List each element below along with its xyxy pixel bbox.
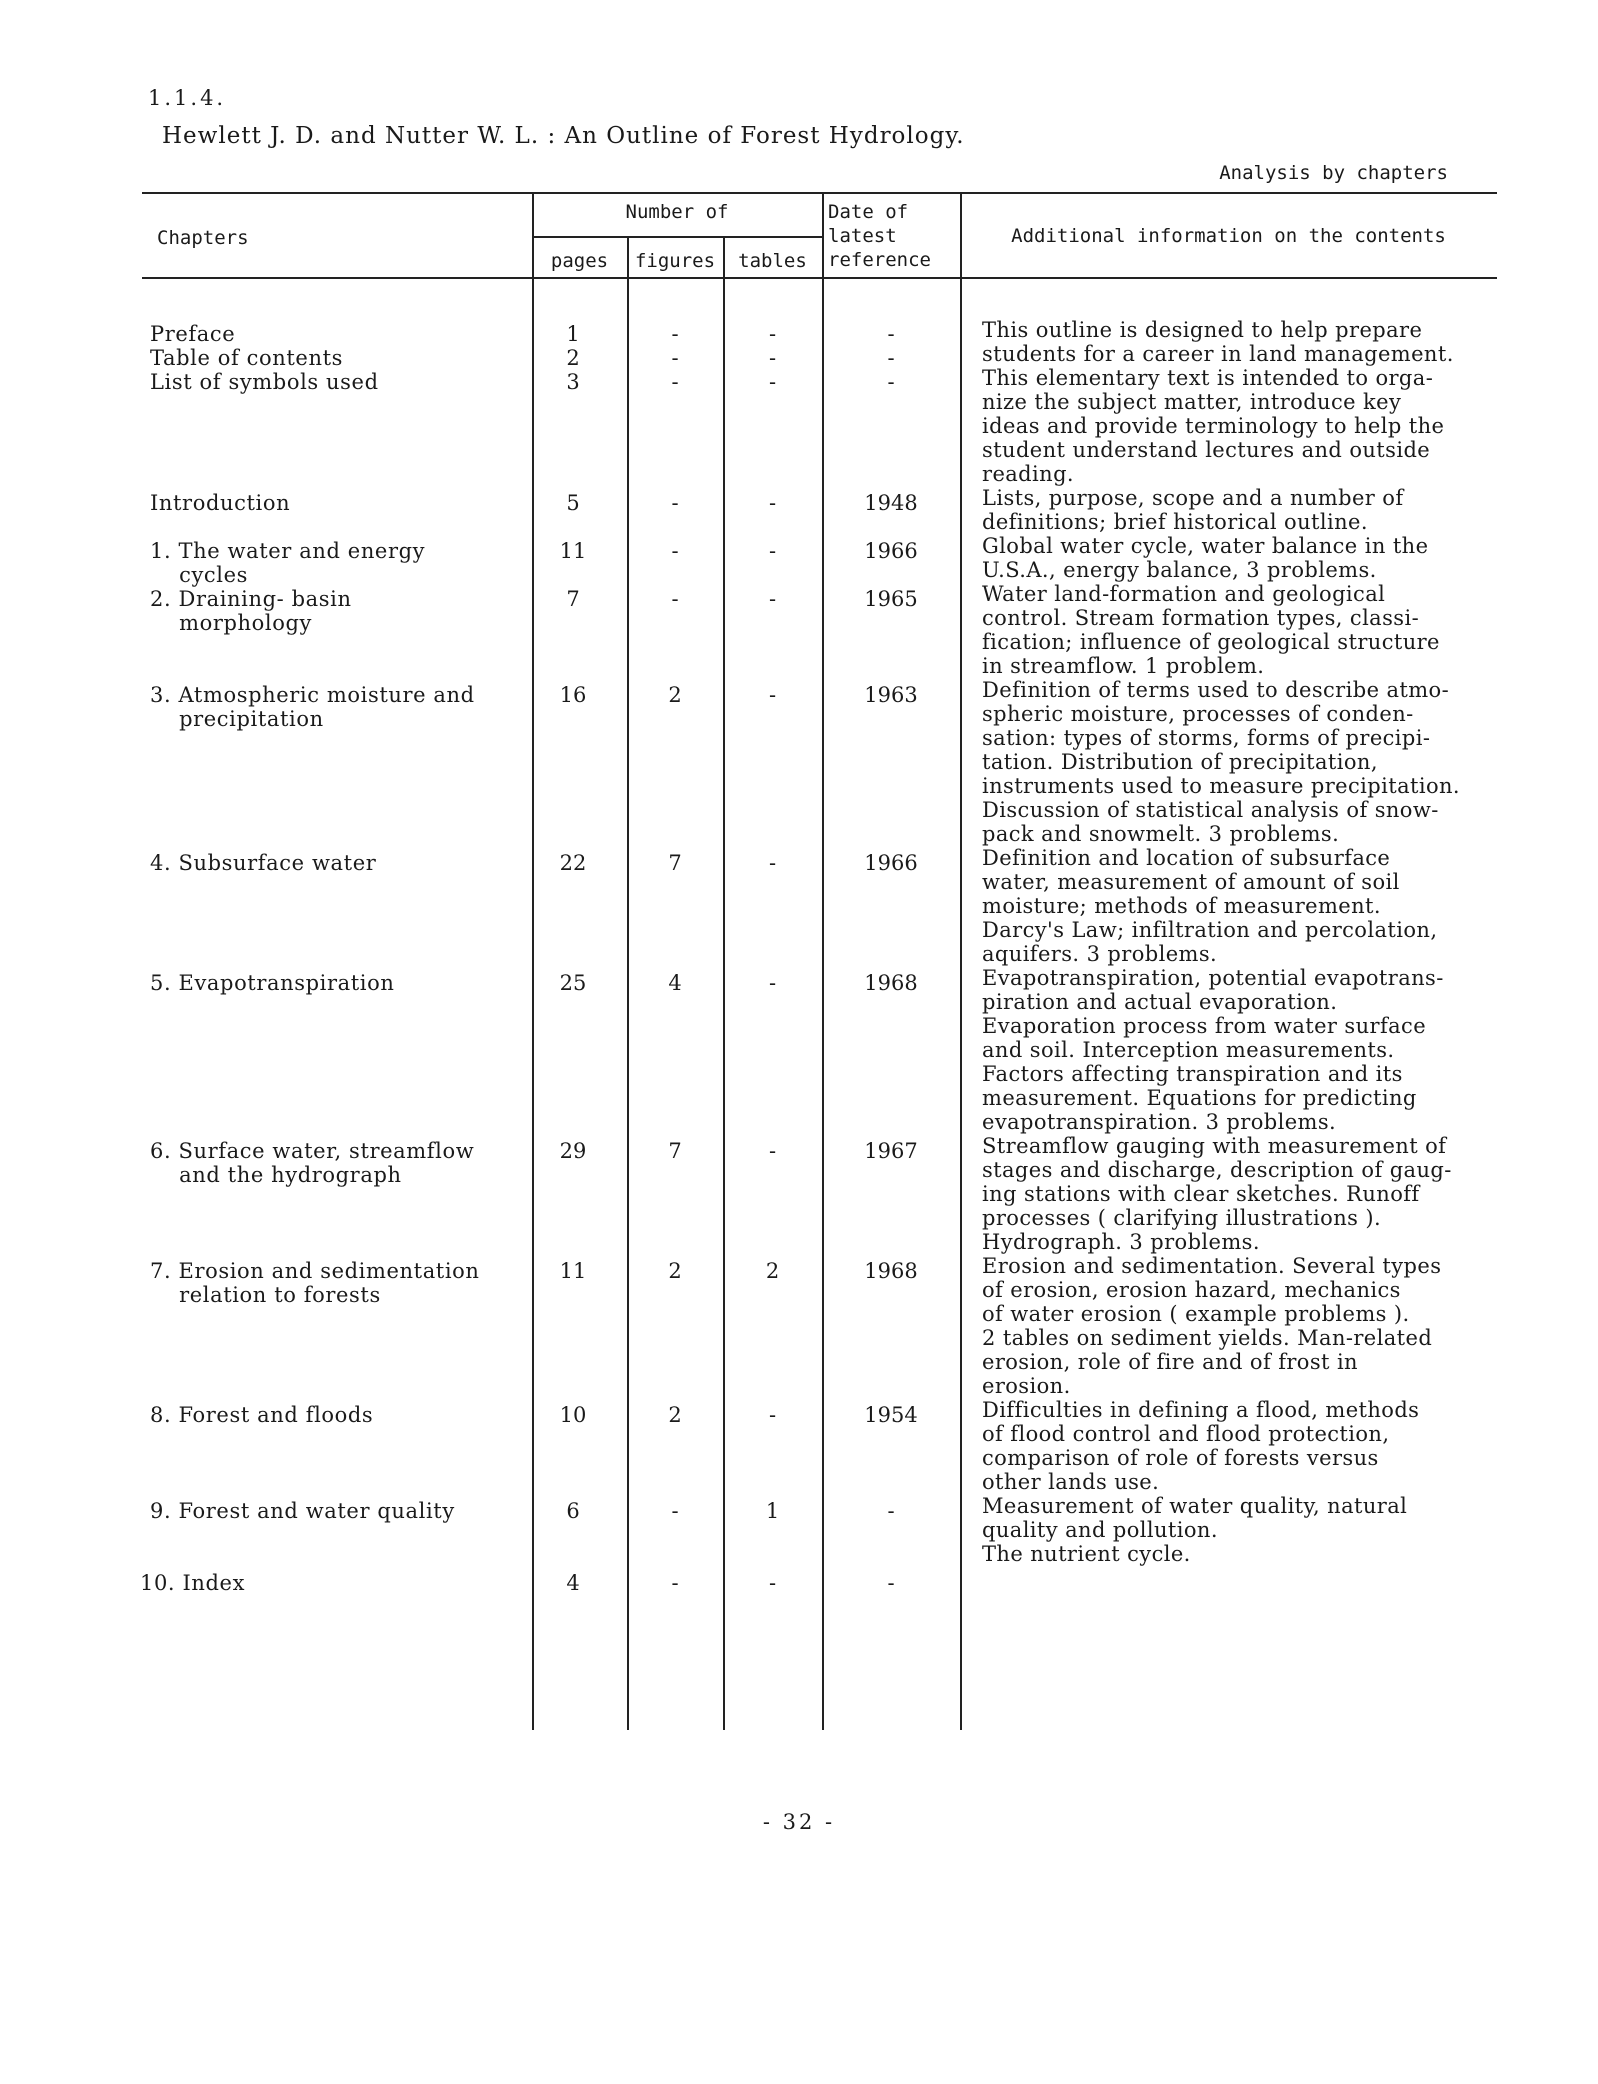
- header-subrule: [532, 236, 822, 238]
- info-block-chapter-1: Global water cycle, water balance in the U.S.A., energy balance, 3 problems.: [982, 534, 1429, 582]
- figures-value: 2: [668, 1259, 682, 1283]
- figures-value: 7: [668, 1139, 682, 1163]
- document-citation: Hewlett J. D. and Nutter W. L. : An Outline of Forest Hydrology.: [162, 123, 965, 149]
- header-number-of: Number of: [625, 201, 729, 223]
- pages-value: 11: [559, 1259, 587, 1283]
- chapter-label: 7. Erosion and sedimentation relation to forests: [150, 1259, 480, 1307]
- tables-value: -: [768, 683, 777, 707]
- tables-value: -: [768, 346, 777, 370]
- header-additional-info: Additional information on the contents: [1011, 225, 1446, 247]
- tables-value: -: [768, 1139, 777, 1163]
- info-block-chapter-9: Measurement of water quality, natural quality and pollution. The nutrient cycle.: [982, 1494, 1408, 1566]
- tables-value: 2: [765, 1259, 780, 1283]
- date-value: 1968: [864, 1259, 918, 1283]
- analysis-label: Analysis by chapters: [1219, 162, 1448, 184]
- figures-value: -: [671, 539, 679, 563]
- info-block-chapter-5: Evapotranspiration, potential evapotrans- piration and actual evaporation. Evaporation process from water surface and soil. Interception measurements. Factors affecting transpiration and its measurement. Equations for predicting evapotranspiration. 3 problems.: [982, 966, 1444, 1134]
- pages-value: 5: [566, 491, 580, 515]
- chapter-label: Introduction: [150, 491, 291, 515]
- info-block-preface: This outline is designed to help prepare students for a career in land management. This elementary text is intended to orga- nize the subject matter, introduce key ideas and provide terminology to help the student understand lectures and outside reading.: [982, 318, 1454, 486]
- date-value: 1966: [864, 539, 918, 563]
- tables-value: -: [768, 1571, 777, 1595]
- pages-value: 3: [566, 370, 580, 394]
- tables-value: -: [768, 971, 777, 995]
- pages-value: 7: [566, 587, 580, 611]
- date-value: 1967: [864, 1139, 918, 1163]
- pages-value: 10: [559, 1403, 587, 1427]
- date-value: -: [887, 370, 895, 394]
- info-block-chapter-3: Definition of terms used to describe atmo- spheric moisture, processes of conden- sation: types of storms, forms of precipi- tation. Distribution of precipitation, instruments used to measure precipitation. Discussion of statistical analysis of snow- pack and snowmelt. 3 problems.: [982, 678, 1460, 846]
- chapter-label: 9. Forest and water quality: [150, 1499, 455, 1523]
- chapter-label: 8. Forest and floods: [150, 1403, 374, 1427]
- date-value: -: [887, 1571, 895, 1595]
- chapter-label: 1. The water and energy cycles: [150, 539, 426, 587]
- table-top-rule: [142, 192, 1497, 194]
- tables-value: -: [768, 539, 777, 563]
- info-block-chapter-2: Water land-formation and geological control. Stream formation types, classi- fication; influence of geological structure in streamflow. 1 problem.: [982, 582, 1440, 678]
- chapter-label: 5. Evapotranspiration: [150, 971, 395, 995]
- info-block-chapter-4: Definition and location of subsurface water, measurement of amount of soil moisture; methods of measurement. Darcy's Law; infiltration and percolation, aquifers. 3 problems.: [982, 846, 1438, 966]
- chapter-label: 2. Draining- basin morphology: [150, 587, 352, 635]
- tables-value: -: [768, 370, 777, 394]
- date-value: 1968: [864, 971, 918, 995]
- date-value: 1965: [864, 587, 918, 611]
- info-block-chapter-6: Streamflow gauging with measurement of stages and discharge, description of gaug- ing stations with clear sketches. Runoff processes ( clarifying illustrations ). Hydrograph. 3 problems.: [982, 1134, 1452, 1254]
- figures-value: -: [671, 370, 679, 394]
- header-date-line2: latest: [828, 225, 897, 247]
- chapter-label: Preface: [150, 322, 236, 346]
- info-block-introduction: Lists, purpose, scope and a number of definitions; brief historical outline.: [982, 486, 1404, 534]
- pages-value: 2: [566, 346, 580, 370]
- info-block-chapter-8: Difficulties in defining a flood, methods of flood control and flood protection, comparison of role of forests versus other lands use.: [982, 1398, 1420, 1494]
- pages-value: 22: [559, 851, 587, 875]
- figures-value: 2: [668, 683, 682, 707]
- tables-value: -: [768, 322, 777, 346]
- header-chapters: Chapters: [157, 227, 249, 249]
- info-block-chapter-7: Erosion and sedimentation. Several types of erosion, erosion hazard, mechanics of water erosion ( example problems ). 2 tables on sediment yields. Man-related erosion, role of fire and of frost in erosion.: [982, 1254, 1442, 1398]
- figures-value: 4: [668, 971, 682, 995]
- pages-value: 6: [566, 1499, 580, 1523]
- pages-value: 16: [559, 683, 587, 707]
- chapter-label: Table of contents: [150, 346, 343, 370]
- chapter-label: 10. Index: [140, 1571, 246, 1595]
- header-tables: tables: [738, 250, 807, 272]
- tables-value: -: [768, 587, 777, 611]
- header-pages: pages: [550, 250, 609, 272]
- date-value: -: [887, 1499, 895, 1523]
- tables-value: 1: [765, 1499, 780, 1523]
- tables-value: -: [768, 851, 777, 875]
- date-value: 1948: [864, 491, 918, 515]
- tables-value: -: [768, 491, 777, 515]
- pages-value: 29: [559, 1139, 587, 1163]
- figures-value: -: [671, 322, 679, 346]
- page-number: - 32 -: [762, 1810, 836, 1834]
- date-value: 1963: [864, 683, 918, 707]
- chapter-label: 4. Subsurface water: [150, 851, 377, 875]
- table-header-bottom-rule: [142, 277, 1497, 279]
- figures-value: 7: [668, 851, 682, 875]
- figures-value: 2: [668, 1403, 682, 1427]
- chapter-label: List of symbols used: [150, 370, 379, 394]
- chapter-label: 6. Surface water, streamflow and the hydrograph: [150, 1139, 475, 1187]
- figures-value: -: [671, 1571, 679, 1595]
- date-value: -: [887, 322, 895, 346]
- figures-value: -: [671, 1499, 679, 1523]
- figures-value: -: [671, 587, 679, 611]
- date-value: -: [887, 346, 895, 370]
- header-date-line3: reference: [828, 249, 931, 271]
- date-value: 1954: [864, 1403, 918, 1427]
- date-value: 1966: [864, 851, 918, 875]
- figures-value: -: [671, 346, 679, 370]
- section-number: 1.1.4.: [148, 86, 227, 110]
- column-divider-info: [960, 192, 962, 1730]
- figures-value: -: [671, 491, 679, 515]
- pages-value: 4: [566, 1571, 580, 1595]
- tables-value: -: [768, 1403, 777, 1427]
- pages-value: 25: [559, 971, 587, 995]
- header-date-line1: Date of: [828, 201, 909, 223]
- header-figures: figures: [634, 250, 716, 272]
- pages-value: 11: [559, 539, 587, 563]
- chapter-label: 3. Atmospheric moisture and precipitation: [150, 683, 475, 731]
- pages-value: 1: [566, 322, 580, 346]
